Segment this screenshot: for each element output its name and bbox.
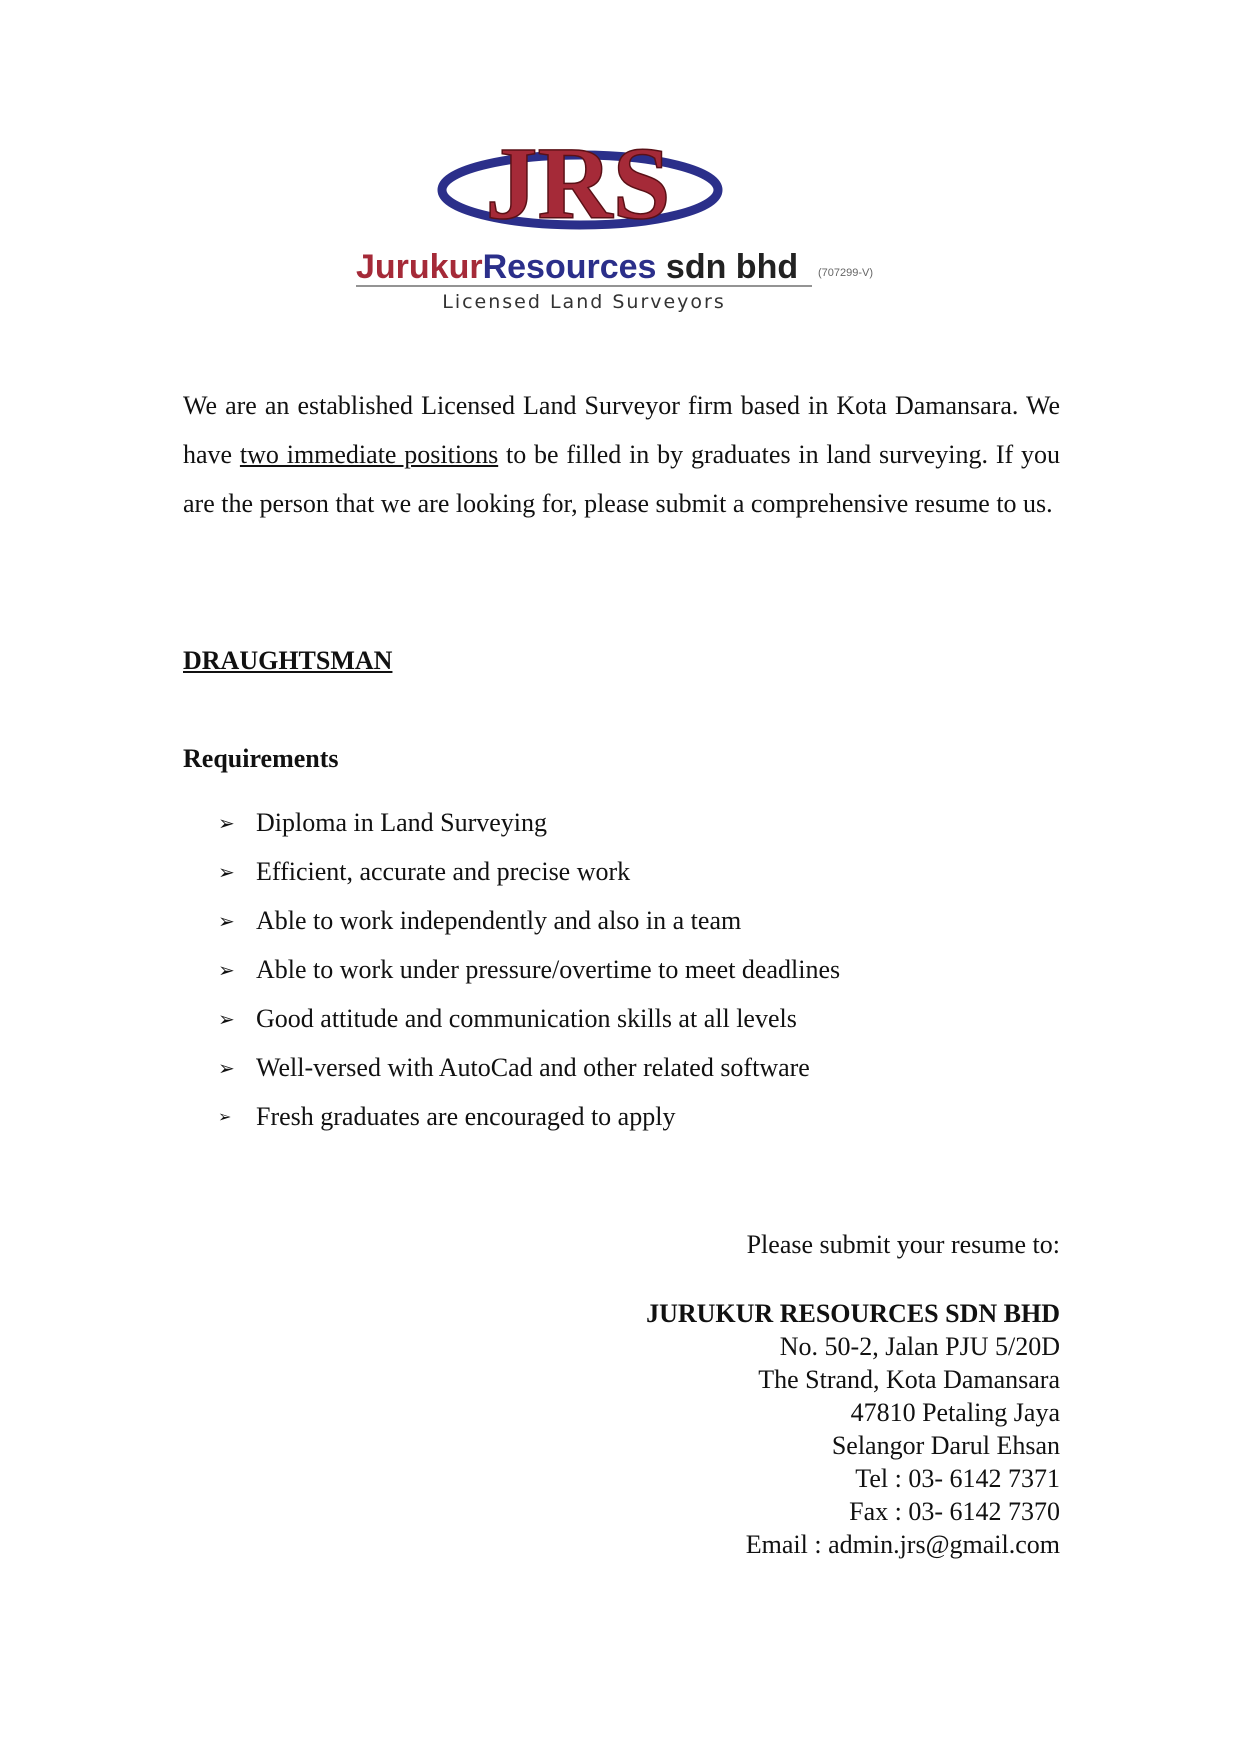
address-line-2: The Strand, Kota Damansara	[758, 1365, 1060, 1394]
svg-text:JurukurResources sdn bhd	[356, 248, 798, 286]
requirement-text: Good attitude and communication skills at all levels	[256, 1004, 797, 1033]
job-title: DRAUGHTSMAN	[183, 646, 393, 675]
requirement-item	[218, 1001, 840, 1050]
requirement-item	[218, 952, 840, 1001]
address-line-1: No. 50-2, Jalan PJU 5/20D	[779, 1332, 1060, 1361]
requirement-text: Fresh graduates are encouraged to apply	[256, 1102, 676, 1131]
logo-registration-number: (707299-V)	[818, 267, 874, 279]
requirements-heading: Requirements	[183, 744, 339, 773]
intro-paragraph	[183, 381, 1060, 528]
requirement-text: Able to work under pressure/overtime to meet deadlines	[256, 955, 841, 984]
arrow-bullet-icon: ➢	[218, 1107, 232, 1126]
company-logo	[350, 118, 910, 318]
requirement-item	[218, 1099, 840, 1148]
logo-name-resources: Resources	[482, 248, 657, 286]
arrow-bullet-icon: ➢	[218, 811, 235, 835]
logo-name-sdn-bhd: sdn bhd	[656, 248, 799, 286]
requirement-text: Efficient, accurate and precise work	[256, 857, 631, 886]
requirements-list	[218, 805, 840, 1148]
address-line-3: 47810 Petaling Jaya	[850, 1398, 1060, 1427]
arrow-bullet-icon: ➢	[218, 1007, 235, 1031]
fax: Fax : 03- 6142 7370	[849, 1497, 1060, 1526]
arrow-bullet-icon: ➢	[218, 958, 235, 982]
requirement-text: Well-versed with AutoCad and other related software	[256, 1053, 810, 1082]
submit-resume-note: Please submit your resume to:	[746, 1230, 1060, 1259]
requirement-item	[218, 854, 840, 903]
requirement-item	[218, 903, 840, 952]
intro-underlined-text: two immediate positions	[239, 440, 499, 469]
logo-tagline: Licensed Land Surveyors	[442, 291, 726, 313]
arrow-bullet-icon: ➢	[218, 1056, 235, 1080]
requirement-item	[218, 805, 840, 854]
company-address-block	[646, 1297, 1060, 1561]
requirement-text: Able to work independently and also in a team	[256, 906, 742, 935]
requirement-text: Diploma in Land Surveying	[256, 808, 548, 837]
arrow-bullet-icon: ➢	[218, 860, 235, 884]
company-name: JURUKUR RESOURCES SDN BHD	[646, 1299, 1060, 1328]
logo-initials: JRS	[485, 126, 671, 241]
intro-text-after: to be filled in by graduates in land surveying. If you are the person that we are looking for, please submit a comprehensive resume to us.	[183, 440, 1060, 518]
telephone: Tel : 03- 6142 7371	[855, 1464, 1060, 1493]
address-line-4: Selangor Darul Ehsan	[831, 1431, 1060, 1460]
requirement-item	[218, 1050, 840, 1099]
email-address[interactable]: Email : admin.jrs@gmail.com	[745, 1530, 1060, 1559]
intro-text-before: We are an established Licensed Land Surveyor firm based in Kota Damansara. We have	[183, 391, 1060, 469]
arrow-bullet-icon: ➢	[218, 909, 235, 933]
logo-name-jurukur: Jurukur	[356, 248, 483, 286]
